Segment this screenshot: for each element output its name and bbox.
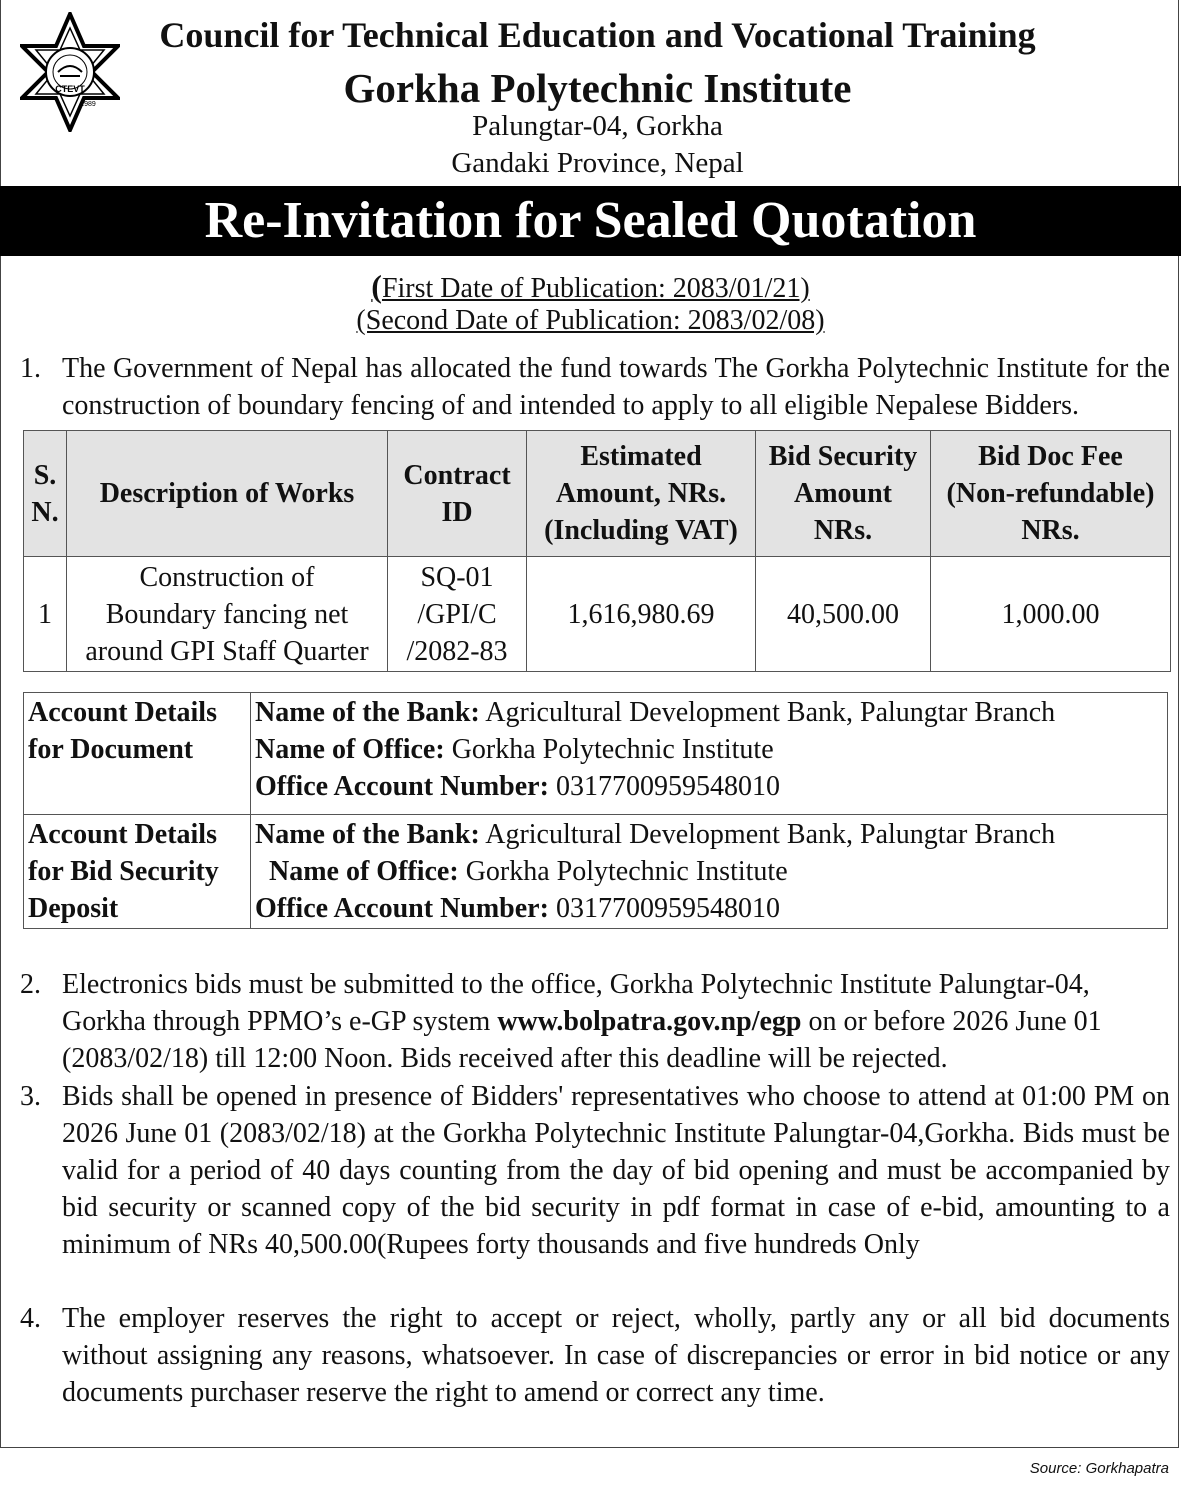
account-label: Account Details for Bid Security Deposit bbox=[24, 815, 251, 929]
clause-2 bbox=[20, 966, 1170, 1077]
clause-text: The employer reserves the right to accept or reject, wholly, partly any or all bid documents without assigning any reasons, whatsoever. In case of discrepancies or error in bid notice or any documents purchaser reserve the right to amend or correct any time. bbox=[62, 1303, 1170, 1408]
header-bid-doc-fee: Bid Doc Fee (Non-refundable) NRs. bbox=[931, 431, 1171, 557]
account-info: Name of the Bank: Agricultural Development Bank, Palungtar Branch Name of Office: Gorkha Polytechnic Institute Office Account Number: 0317700959548010 bbox=[251, 693, 1168, 815]
header-contract-id: Contract ID bbox=[388, 431, 527, 557]
clause-number: 2. bbox=[20, 969, 41, 1000]
address-line-2: Gandaki Province, Nepal bbox=[451, 147, 744, 179]
logo-year: 1989 bbox=[80, 101, 96, 108]
notice-title-banner: Re-Invitation for Sealed Quotation bbox=[0, 186, 1181, 256]
ctevt-logo bbox=[20, 12, 120, 132]
clause-number: 4. bbox=[20, 1303, 41, 1334]
institute-name: Gorkha Polytechnic Institute bbox=[343, 65, 852, 111]
clause-3 bbox=[20, 1078, 1170, 1263]
cell-contract-id: SQ-01 /GPI/C /2082-83 bbox=[388, 557, 527, 672]
works-table bbox=[23, 430, 1171, 672]
account-info: Name of the Bank: Agricultural Development Bank, Palungtar Branch Name of Office: Gorkha Polytechnic Institute Office Account Number: 0317700959548010 bbox=[251, 815, 1168, 929]
cell-description: Construction of Boundary fancing net around GPI Staff Quarter bbox=[67, 557, 388, 672]
header-description: Description of Works bbox=[67, 431, 388, 557]
clause-text: Electronics bids must be submitted to the office, Gorkha Polytechnic Institute Palungtar-04, Gorkha through PPMO’s e-GP system www.bolpatra.gov.np/egp on or before 2026 June 01 (2083/02/18) till 12:00 Noon. Bids received after this deadline will be rejected. bbox=[62, 969, 1102, 1074]
account-label: Account Details for Document bbox=[24, 693, 251, 815]
clause-number: 1. bbox=[20, 353, 41, 384]
cell-bid-doc-fee: 1,000.00 bbox=[931, 557, 1171, 672]
clause-number: 3. bbox=[20, 1081, 41, 1112]
open-paren: ( bbox=[371, 268, 382, 304]
cell-bid-security: 40,500.00 bbox=[756, 557, 931, 672]
works-table-header bbox=[24, 431, 1171, 557]
clause-text: The Government of Nepal has allocated the fund towards The Gorkha Polytechnic Institute for the construction of boundary fencing of and intended to apply to all eligible Nepalese Bidders. bbox=[62, 353, 1170, 421]
cell-sn: 1 bbox=[24, 557, 67, 672]
second-publication-date bbox=[0, 305, 1181, 337]
clause-1 bbox=[20, 350, 1170, 424]
logo-text: CTEVT bbox=[55, 84, 85, 94]
egp-link[interactable]: www.bolpatra.gov.np/egp bbox=[497, 1006, 802, 1037]
account-row-bid-security bbox=[24, 815, 1168, 929]
ctevt-star-seal-icon bbox=[20, 12, 120, 132]
second-publication-text: (Second Date of Publication: 2083/02/08) bbox=[356, 305, 825, 336]
clause-4 bbox=[20, 1300, 1170, 1411]
first-publication-text: First Date of Publication: 2083/01/21) bbox=[381, 273, 810, 304]
cell-estimated-amount: 1,616,980.69 bbox=[527, 557, 756, 672]
clause-text: Bids shall be opened in presence of Bidders' representatives who choose to attend at 01:00 PM on 2026 June 01 (2083/02/18) at the Gorkha Polytechnic Institute Palungtar-04,Gorkha. Bids must be valid for a period of 40 days counting from the day of bid opening and must be accompanied by bid security or scanned copy of the bid security in pdf format in case of e-bid, amounting to a minimum of NRs 40,500.00(Rupees forty thousands and five hundreds Only bbox=[62, 1081, 1170, 1260]
header-bid-security: Bid Security Amount NRs. bbox=[756, 431, 931, 557]
account-row-document bbox=[24, 693, 1168, 815]
source-credit: Source: Gorkhapatra bbox=[1029, 1460, 1169, 1477]
header-sn: S. N. bbox=[24, 431, 67, 557]
address-line-1: Palungtar-04, Gorkha bbox=[472, 110, 723, 142]
header-estimated-amount: Estimated Amount, NRs. (Including VAT) bbox=[527, 431, 756, 557]
account-details-table bbox=[23, 692, 1168, 929]
first-publication-date bbox=[0, 268, 1181, 305]
council-name: Council for Technical Education and Vocational Training bbox=[159, 15, 1036, 55]
table-row bbox=[24, 557, 1171, 672]
